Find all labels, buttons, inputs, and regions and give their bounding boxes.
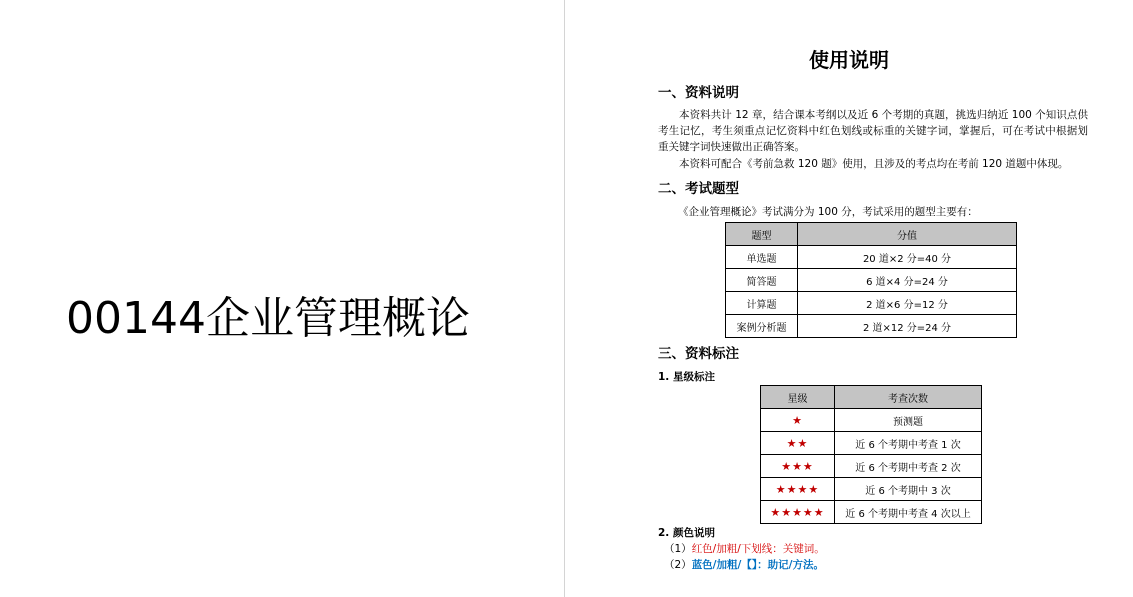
section1-paragraph-2: 本资料可配合《考前急救 120 题》使用，且涉及的考点均在考前 120 道题中体现。	[679, 158, 1069, 170]
table-cell: 近 6 个考期中考查 1 次	[835, 432, 982, 455]
table-header: 分值	[798, 223, 1017, 246]
table-row	[761, 478, 982, 501]
table-cell: 简答题	[726, 269, 798, 292]
table-cell: 单选题	[726, 246, 798, 269]
subheading-star-rating: 1. 星级标注	[658, 371, 715, 383]
table-row	[761, 409, 982, 432]
legend-red-text: 红色/加粗/下划线：关键词。	[691, 543, 825, 555]
cover-title: 00144企业管理概论	[66, 293, 470, 344]
table-row	[726, 315, 1017, 338]
table-row	[761, 455, 982, 478]
table-row	[726, 246, 1017, 269]
table-cell: 2 道×12 分=24 分	[798, 315, 1017, 338]
section1-paragraph-1: 本资料共计 12 章，结合课本考纲以及近 6 个考期的真题，挑选归纳近 100 个知识点供考生记忆，考生须重点记忆资料中红色划线或标重的关键字词，掌握后，可在考试中根据划重关键字词快速做出正确答案。	[658, 109, 1088, 153]
table-row	[761, 432, 982, 455]
table-header: 题型	[726, 223, 798, 246]
section1-heading: 一、资料说明	[658, 85, 739, 101]
exam-type-table	[725, 222, 1017, 338]
table-cell: 案例分析题	[726, 315, 798, 338]
table-cell: 近 6 个考期中 3 次	[835, 478, 982, 501]
table-row	[726, 292, 1017, 315]
instructions-page	[565, 0, 1133, 597]
table-cell: 6 道×4 分=24 分	[798, 269, 1017, 292]
table-header-row	[726, 223, 1017, 246]
star-rating-icon: ★★★★★	[761, 501, 835, 524]
table-header: 考查次数	[835, 386, 982, 409]
table-row	[726, 269, 1017, 292]
legend-prefix: （2）	[664, 559, 692, 571]
table-header-row	[761, 386, 982, 409]
table-cell: 预测题	[835, 409, 982, 432]
table-cell: 近 6 个考期中考查 2 次	[835, 455, 982, 478]
legend-prefix: （1）	[664, 543, 692, 555]
legend-blue-text: 蓝色/加粗/【】：助记/方法。	[691, 559, 824, 571]
table-header: 星级	[761, 386, 835, 409]
table-cell: 近 6 个考期中考查 4 次以上	[835, 501, 982, 524]
color-legend-blue	[664, 558, 824, 572]
section3-heading: 三、资料标注	[658, 346, 739, 362]
section2-heading: 二、考试题型	[658, 181, 739, 197]
star-rating-icon: ★	[761, 409, 835, 432]
color-legend-red	[664, 542, 825, 556]
section2-intro: 《企业管理概论》考试满分为 100 分，考试采用的题型主要有：	[678, 206, 978, 218]
table-cell: 计算题	[726, 292, 798, 315]
cover-page	[0, 0, 564, 597]
page-title: 使用说明	[809, 48, 889, 72]
star-rating-icon: ★★	[761, 432, 835, 455]
table-cell: 20 道×2 分=40 分	[798, 246, 1017, 269]
subheading-color-legend: 2. 颜色说明	[658, 527, 715, 539]
table-row	[761, 501, 982, 524]
table-cell: 2 道×6 分=12 分	[798, 292, 1017, 315]
star-rating-table	[760, 385, 982, 524]
star-rating-icon: ★★★★	[761, 478, 835, 501]
star-rating-icon: ★★★	[761, 455, 835, 478]
